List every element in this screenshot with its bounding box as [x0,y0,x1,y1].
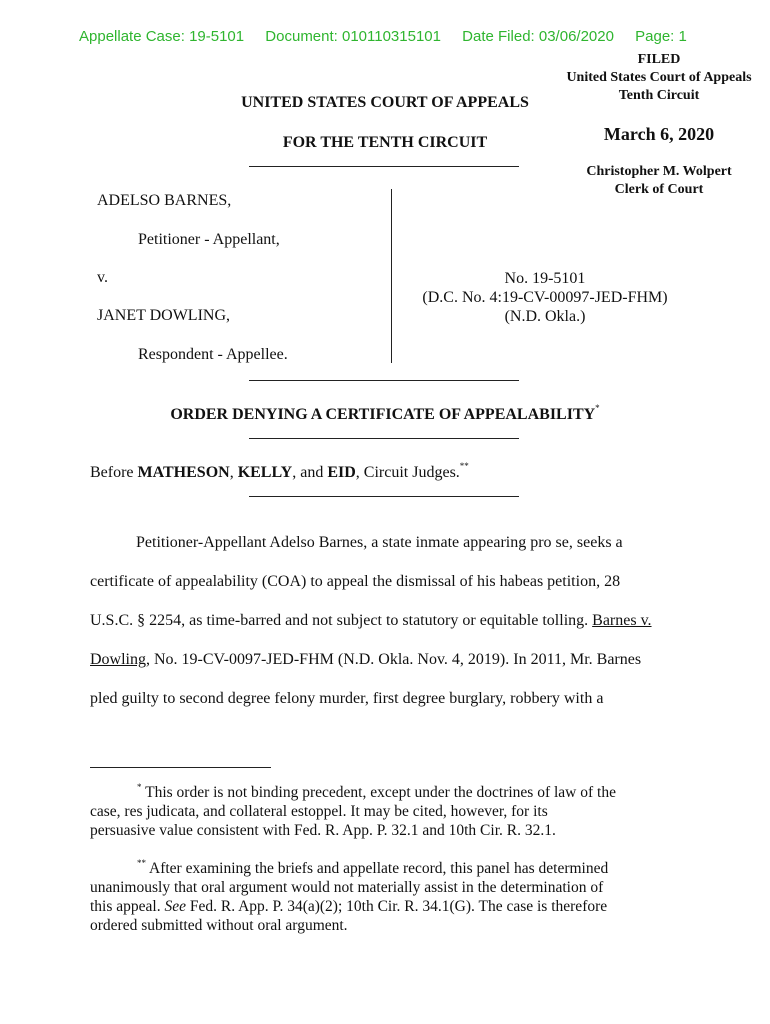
divider [249,496,519,497]
order-title [0,403,770,424]
footnote-text: This order is not binding precedent, except under the doctrines of law of the [141,784,616,801]
case-citation: Barnes v. [592,612,652,629]
body-text-line [90,612,652,630]
footnote-ref: ** [459,461,469,471]
judge-name: EID [327,464,356,481]
clerk-title: Clerk of Court [614,182,704,197]
footnote-text: case, res judicata, and collateral estoppel. It may be cited, however, for its [90,803,548,820]
divider [249,438,519,439]
court-circuit: FOR THE TENTH CIRCUIT [282,134,488,151]
filing-header [79,28,704,45]
panel-separator: , and [292,464,328,481]
order-title-text: ORDER DENYING A CERTIFICATE OF APPEALABILITY [170,406,596,423]
footnote-ref: * [595,403,600,413]
petitioner-role: Petitioner - Appellant, [138,231,280,248]
header-page: Page: 1 [635,28,687,45]
panel-prefix: Before [90,464,138,481]
respondent-role: Respondent - Appellee. [138,346,288,363]
footnote-text: persuasive value consistent with Fed. R. App. P. 32.1 and 10th Cir. R. 32.1. [90,822,556,839]
body-text-line [90,651,641,669]
respondent-name: JANET DOWLING, [97,307,231,324]
petitioner-name: ADELSO BARNES, [97,192,232,209]
panel-separator: , [229,464,238,481]
body-text: , No. 19-CV-0097-JED-FHM (N.D. Okla. Nov. 4, 2019). In 2011, Mr. Barnes [146,651,642,668]
footnote-1 [90,778,680,840]
body-text-line: certificate of appealability (COA) to appeal the dismissal of his habeas petition, 28 [90,573,621,590]
filed-court-line1: United States Court of Appeals [566,70,752,85]
divider [249,166,519,167]
body-text: U.S.C. § 2254, as time-barred and not subject to statutory or equitable tolling. [90,612,593,629]
clerk-name: Christopher M. Wolpert [586,164,732,179]
footnote-2 [90,854,680,935]
judge-name: KELLY [237,464,293,481]
header-case: Appellate Case: 19-5101 [79,28,245,45]
footnote-mark: ** [137,858,146,868]
judge-name: MATHESON [137,464,230,481]
case-number: No. 19-5101 [504,270,586,287]
footnote-text: this appeal. [90,898,165,915]
header-document: Document: 010110315101 [265,28,441,45]
footnote-text: ordered submitted without oral argument. [90,917,348,934]
footnote-divider [90,767,271,768]
footnote-text: unanimously that oral argument would not materially assist in the determination of [90,879,604,896]
case-number-block [405,269,685,326]
clerk-block [548,163,770,199]
signal-see: See [164,898,186,915]
panel-suffix: , Circuit Judges. [355,464,460,481]
filed-date: March 6, 2020 [603,124,715,144]
footnote-text: Fed. R. App. P. 34(a)(2); 10th Cir. R. 34.1(G). The case is therefore [185,898,608,915]
divider [249,380,519,381]
body-text-line: pled guilty to second degree felony murder, first degree burglary, robbery with a [90,690,604,707]
district-court: (N.D. Okla.) [504,308,586,325]
case-citation: Dowling [90,651,146,668]
panel-line [90,461,469,482]
footnote-text [90,897,680,916]
court-name: UNITED STATES COURT OF APPEALS [241,94,529,111]
district-case-number: (D.C. No. 4:19-CV-00097-JED-FHM) [422,289,668,306]
filed-label: FILED [637,52,681,67]
filed-court-line2: Tenth Circuit [618,88,700,103]
footnote-mark: * [137,782,142,792]
header-date-filed: Date Filed: 03/06/2020 [462,28,614,45]
body-text-line: Petitioner-Appellant Adelso Barnes, a state inmate appearing pro se, seeks a [136,534,623,551]
caption-divider [391,189,392,363]
footnote-text: After examining the briefs and appellate record, this panel has determined [146,860,609,877]
versus: v. [97,269,108,286]
